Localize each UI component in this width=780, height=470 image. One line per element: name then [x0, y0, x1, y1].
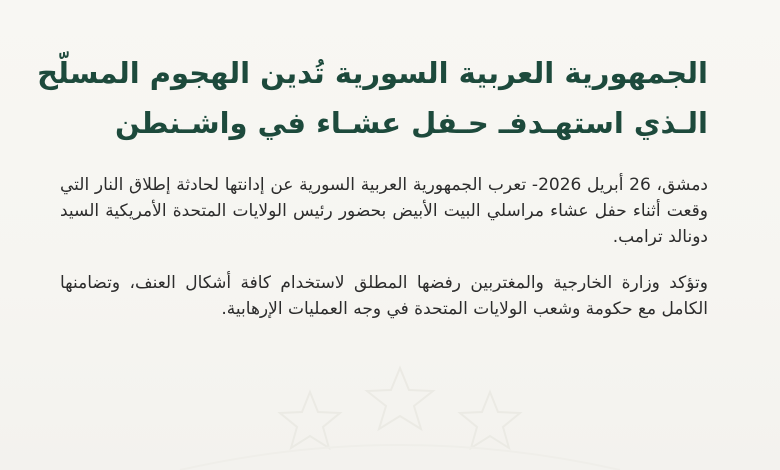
watermark-star-right-icon	[460, 392, 520, 448]
headline-line-1: الجمهورية العربية السورية تُدين الهجوم المسلّح	[37, 56, 708, 90]
body-paragraph-1: دمشق، 26 أبريل 2026- تعرب الجمهورية العربية السورية عن إدانتها لحادثة إطلاق النار التي وقعت أثناء حفل عشاء مراسلي البيت الأبيض بحضور رئيس الولايات المتحدة الأمريكية السيد دونالد ترامب.	[60, 175, 708, 247]
headline-line-2: الـذي استهـدفـ حـفل عشـاء في واشـنطن	[115, 106, 708, 140]
watermark-star-left-icon	[280, 392, 340, 448]
headline	[37, 48, 708, 148]
release-content	[37, 48, 708, 322]
watermark-arc-icon	[180, 445, 620, 470]
body-paragraph-2: وتؤكد وزارة الخارجية والمغتربين رفضها المطلق لاستخدام كافة أشكال العنف، وتضامنها الكامل مع حكومة وشعب الولايات المتحدة في وجه العمليات الإرهابية.	[60, 273, 708, 319]
watermark-star-center-icon	[367, 368, 433, 429]
